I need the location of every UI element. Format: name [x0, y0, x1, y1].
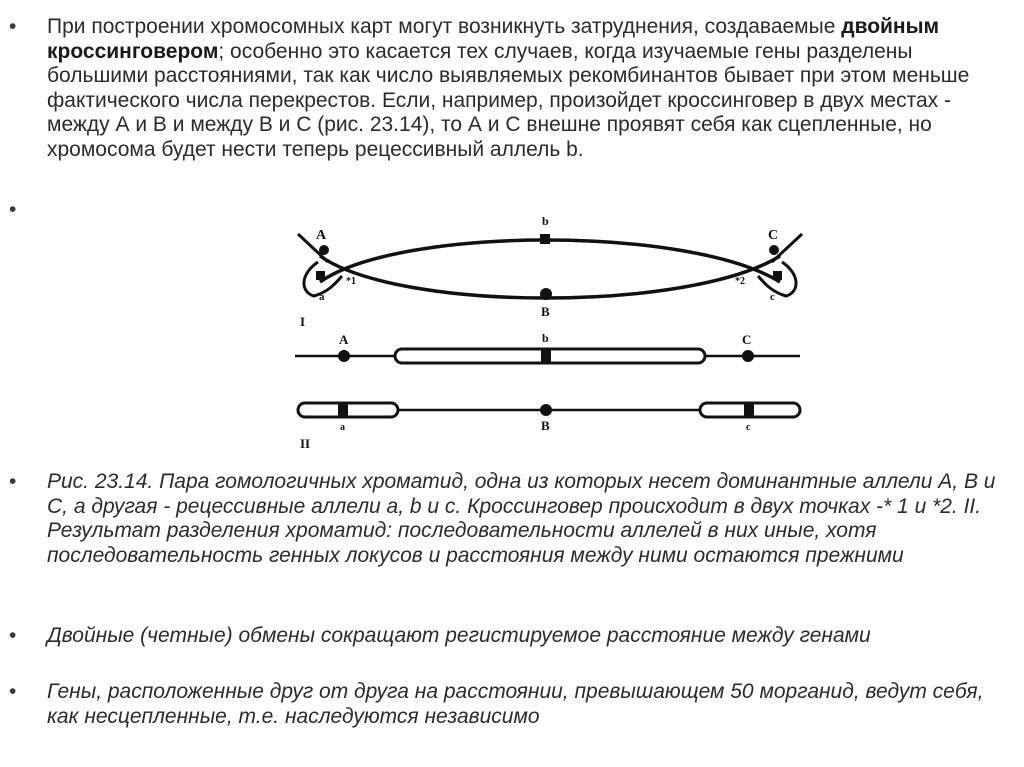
locus-b-mid-mark — [541, 350, 551, 362]
label-C-upper: C — [768, 228, 779, 243]
label-b-upper: b — [542, 214, 549, 228]
label-a-lower: a — [319, 291, 325, 303]
label-a-bottom: a — [340, 422, 345, 433]
bullet-marker: • — [9, 198, 17, 221]
locus-a-bottom-mark — [338, 404, 348, 416]
label-c-lower: c — [770, 291, 775, 303]
locus-c-mark — [773, 271, 782, 280]
label-star2: *2 — [735, 276, 745, 287]
independent-genes-paragraph: Гены, расположенные друг от друга на расстоянии, превышающем 50 морганид, ведут себя, как несцепленные, т.е. наследуются независимо — [47, 680, 984, 728]
label-star1: *1 — [346, 276, 356, 287]
label-c-bottom: c — [746, 422, 751, 433]
locus-A-mid-dot — [338, 350, 350, 362]
label-roman-II: II — [300, 436, 311, 451]
locus-A-dot — [319, 245, 329, 255]
chromatid-upper-arc — [320, 240, 780, 282]
bullet-marker: • — [9, 624, 17, 647]
label-C-mid: C — [742, 332, 752, 347]
bullet-marker: • — [9, 15, 17, 38]
bullet-marker: • — [9, 680, 17, 703]
locus-b-mark — [540, 234, 550, 244]
label-B-bottom: B — [541, 418, 550, 433]
locus-a-mark — [316, 271, 325, 280]
double-crossover-term: двойным кроссинговером — [47, 15, 940, 63]
locus-B-dot — [540, 288, 552, 300]
label-A-upper: A — [316, 228, 327, 243]
locus-B-bottom-dot — [540, 404, 552, 416]
intro-text-after: ; особенно это касается тех случаев, когда изучаемые гены разделены большими расстояниями, так как число выявляемых рекомбинантов бывает при этом меньше фактического числа перекрестов. Если, например, произойдет кроссинговер в двух местах - между А и В и между В и С (рис. 23.14), то А и С внешне проявят себя как сцепленные, но хромосома будет нести теперь рецессивный аллель b. — [47, 39, 970, 161]
bullet-marker: • — [9, 470, 17, 493]
chromatid-diagram — [280, 204, 820, 460]
figure-caption: Рис. 23.14. Пара гомологичных хроматид, одна из которых несет доминантные аллели А, В и С, а другая - рецессивные аллели а, b и с. Кроссинговер происходит в двух точках -* 1 и *2. II. Результат разделения хроматид: последовательности аллелей в них иные, хотя последовательность генных локусов и расстояния между ними остаются прежними — [47, 470, 996, 567]
label-roman-I: I — [300, 314, 306, 329]
locus-C-mid-dot — [742, 350, 754, 362]
even-exchanges-paragraph: Двойные (четные) обмены сокращают регистируемое расстояние между генами — [47, 624, 871, 647]
label-B-lower: B — [541, 304, 550, 319]
intro-paragraph — [47, 15, 1017, 162]
label-b-mid: b — [542, 331, 549, 345]
label-A-mid: A — [339, 332, 349, 347]
locus-c-bottom-mark — [744, 404, 754, 416]
intro-text-before: При построении хромосомных карт могут возникнуть затруднения, создаваемые — [47, 15, 842, 38]
locus-C-dot — [769, 245, 779, 255]
